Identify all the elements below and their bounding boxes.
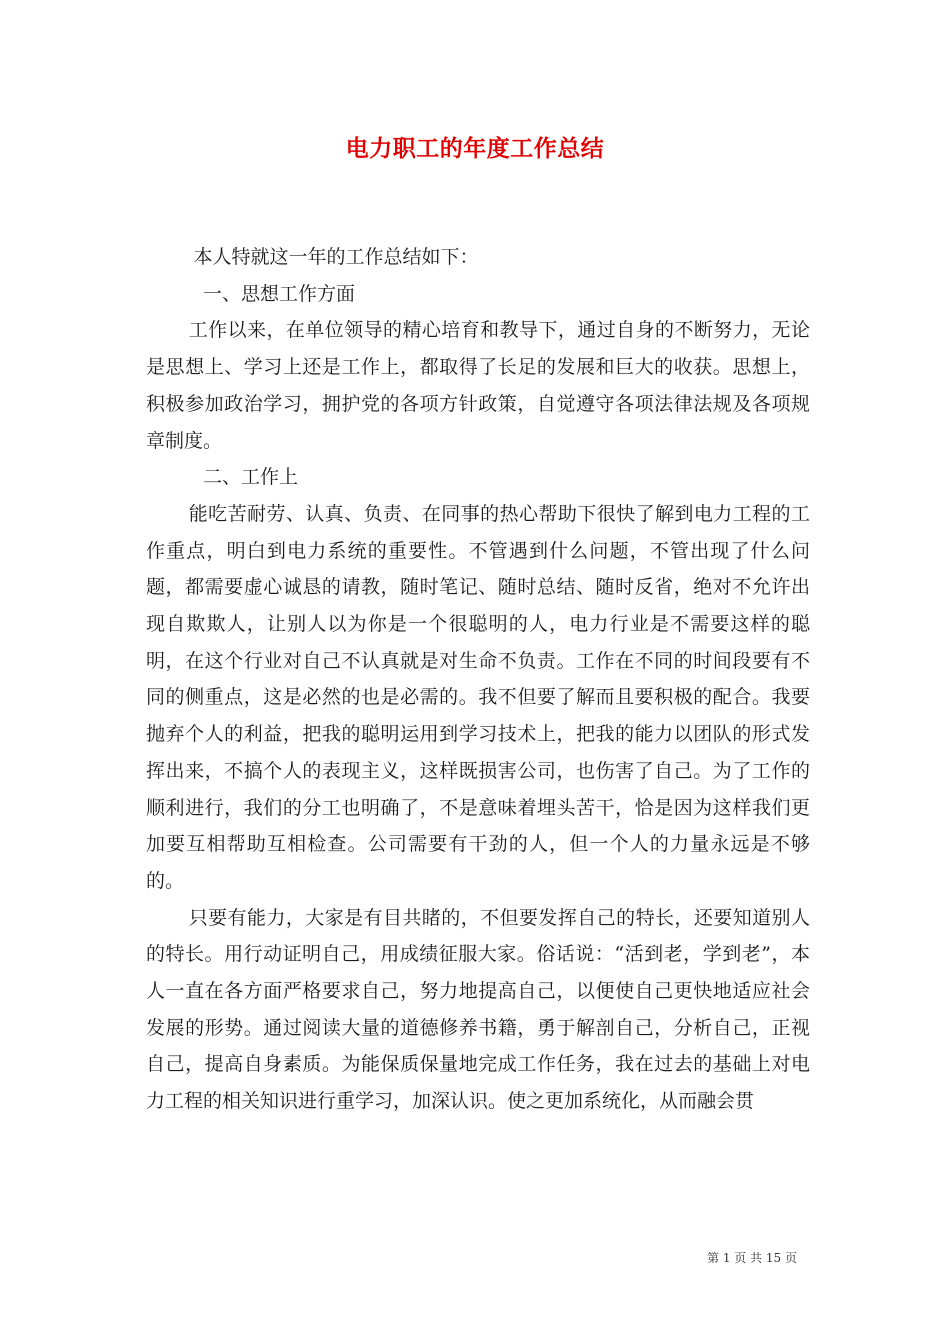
page-number-footer: 第 1 页 共 15 页 <box>707 1251 797 1265</box>
paragraph-work: 能吃苦耐劳、认真、负责、在同事的热心帮助下很快了解到电力工程的工作重点，明白到电力系统的重要性。不管遇到什么问题，不管出现了什么问题，都需要虚心诚恳的请教，随时笔记、随时总结、随时反省，绝对不允许出现自欺欺人，让别人以为你是一个很聪明的人，电力行业是不需要这样的聪明，在这个行业对自己不认真就是对生命不负责。工作在不同的时间段要有不同的侧重点，这是必然的也是必需的。我不但要了解而且要积极的配合。我要抛弃个人的利益，把我的聪明运用到学习技术上，把我的能力以团队的形式发挥出来，不搞个人的表现主义，这样既损害公司，也伤害了自己。为了工作的顺利进行，我们的分工也明确了，不是意味着埋头苦干，恰是因为这样我们更加要互相帮助互相检查。公司需要有干劲的人，但一个人的力量永远是不够的。 <box>146 502 810 892</box>
document-body <box>146 239 810 1120</box>
paragraph-ability: 只要有能力，大家是有目共睹的，不但要发挥自己的特长，还要知道别人的特长。用行动证明自己，用成绩征服大家。俗话说：“活到老，学到老”，本人一直在各方面严格要求自己，努力地提高自己，以便使自己更快地适应社会发展的形势。通过阅读大量的道德修养书籍，勇于解剖自己，分析自己，正视自己，提高自身素质。为能保质保量地完成工作任务，我在过去的基础上对电力工程的相关知识进行重学习，加深认识。使之更加系统化，从而融会贯 <box>146 906 810 1113</box>
page-title: 电力职工的年度工作总结 <box>345 135 605 162</box>
intro-paragraph: 本人特就这一年的工作总结如下： <box>193 246 479 268</box>
section-heading-work: 二、工作上 <box>203 466 299 489</box>
section-heading-thought: 一、思想工作方面 <box>203 282 356 305</box>
paragraph-thought-work: 工作以来，在单位领导的精心培育和教导下，通过自身的不断努力，无论是思想上、学习上还是工作上，都取得了长足的发展和巨大的收获。思想上，积极参加政治学习，拥护党的各项方针政策，自觉遵守各项法律法规及各项规章制度。 <box>146 319 810 452</box>
